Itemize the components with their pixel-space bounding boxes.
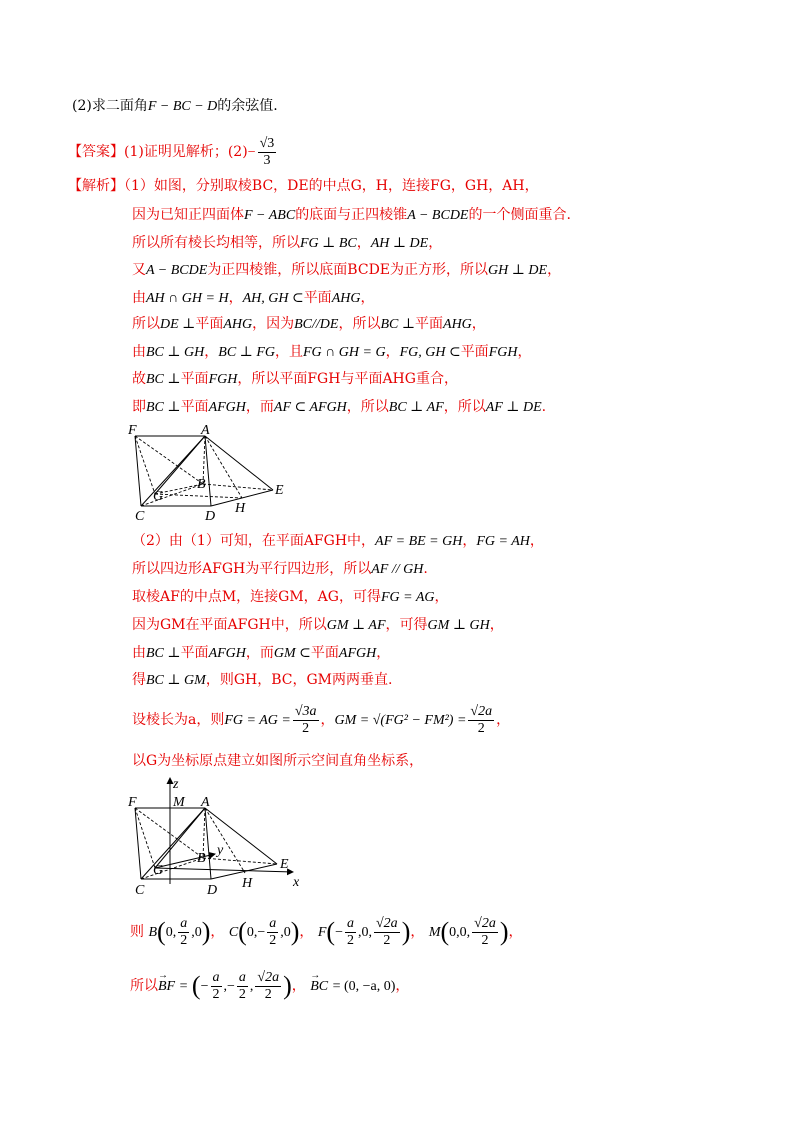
edge-AD bbox=[205, 436, 211, 506]
answer-fraction: $\frac{√3}{3}$ bbox=[259, 135, 275, 168]
analysis-line-8: 故BC ⊥平面FGH，所以平面FGH与平面AHG重合， bbox=[132, 371, 458, 387]
analysis-p2-line-1: （2）由（1）可知，在平面AFGH中，AF = BE = GH，FG = AH， bbox=[132, 533, 544, 549]
analysis-p2-line-6: 得BC ⊥ GM，则GH，BC，GM两两垂直. bbox=[132, 672, 393, 688]
answer-line bbox=[68, 134, 278, 171]
fig2-label-H: H bbox=[242, 876, 253, 891]
fig2-label-B: B bbox=[197, 851, 206, 866]
question-label: (2)求二面角 bbox=[72, 98, 148, 114]
fig2-label-D: D bbox=[207, 883, 218, 898]
fig2-label-x: x bbox=[293, 875, 300, 890]
fig2-label-A: A bbox=[201, 795, 210, 810]
analysis-line-6: 所以DE ⊥平面AHG，因为BC//DE，所以BC ⊥平面AHG， bbox=[132, 316, 486, 332]
axis-x bbox=[155, 868, 293, 872]
fig1-label-G: G bbox=[153, 489, 164, 504]
analysis-line-4: 又A − BCDE为正四棱锥，所以底面BCDE为正方形，所以GH ⊥ DE， bbox=[132, 262, 562, 278]
fig2-label-F: F bbox=[128, 795, 137, 810]
vector-BF: → BF bbox=[158, 970, 176, 994]
figure-2 bbox=[125, 776, 315, 900]
fig2-label-G: G bbox=[153, 863, 164, 878]
question-expr: F − BC − D bbox=[147, 99, 218, 114]
fig2-label-z: z bbox=[173, 777, 179, 792]
fig2-label-E: E bbox=[280, 857, 289, 872]
fig2-label-C: C bbox=[135, 883, 145, 898]
fig2-label-y: y bbox=[217, 843, 224, 858]
answer-part2-label: (2) bbox=[227, 144, 248, 160]
fig1-label-C: C bbox=[135, 509, 145, 524]
edge-FC bbox=[135, 436, 141, 506]
fig2-label-M: M bbox=[173, 795, 185, 810]
answer-part1: (1)证明见解析； bbox=[124, 144, 228, 160]
analysis-line-5: 由AH ∩ GH = H，AH, GH ⊂平面AHG， bbox=[132, 290, 375, 306]
analysis-p2-line-4: 因为GM在平面AFGH中，所以GM ⊥ AF，可得GM ⊥ GH， bbox=[132, 617, 504, 633]
fig1-label-D: D bbox=[205, 509, 216, 524]
analysis-p2-line-2: 所以四边形AFGH为平行四边形，所以AF // GH. bbox=[132, 561, 428, 577]
analysis-line-1: 【解析】（1）如图，分别取棱BC，DE的中点G，H，连接FG，GH，AH， bbox=[68, 178, 539, 194]
analysis-line-7: 由BC ⊥ GH，BC ⊥ FG，且FG ∩ GH = G，FG, GH ⊂平面FGH， bbox=[132, 344, 532, 360]
axis-y bbox=[155, 854, 215, 868]
analysis-p2-line-3: 取棱AF的中点M，连接GM，AG，可得FG = AG， bbox=[132, 589, 449, 605]
fig1-label-A: A bbox=[201, 423, 210, 438]
analysis-tag: 【解析】 bbox=[68, 178, 124, 194]
analysis-line-9: 即BC ⊥平面AFGH，而AF ⊂ AFGH，所以BC ⊥ AF，所以AF ⊥ DE. bbox=[132, 399, 547, 415]
analysis-line-2: 因为已知正四面体F − ABC的底面与正四棱锥A − BCDE的一个侧面重合. bbox=[132, 207, 571, 223]
vector-BC: → BC bbox=[310, 970, 329, 994]
question-suffix: 的余弦值. bbox=[217, 98, 278, 114]
answer-sign: − bbox=[247, 145, 256, 160]
fig1-label-E: E bbox=[275, 483, 284, 498]
analysis-p2-line-8: 以G为坐标原点建立如图所示空间直角坐标系， bbox=[132, 753, 424, 769]
fig1-label-H: H bbox=[235, 501, 246, 516]
answer-tag: 【答案】 bbox=[68, 144, 124, 160]
analysis-line-3: 所以所有棱长均相等，所以FG ⊥ BC，AH ⊥ DE， bbox=[132, 235, 443, 251]
fig1-label-F: F bbox=[128, 423, 137, 438]
analysis-p2-line-5: 由BC ⊥平面AFGH，而GM ⊂平面AFGH， bbox=[132, 645, 391, 661]
edge-AE bbox=[205, 436, 273, 490]
vectors-line: 所以 → BF = (− $\frac{a}{2}$ ,− $\frac{a}{2}$ , $\frac{√2a}{2}$ )， → BC = (0, −a, 0)， bbox=[130, 964, 409, 1009]
analysis-p2-line-7: 设棱长为a，则FG = AG = $\frac{√3a}{2}$ ，GM = √(FG² − FM²) = $\frac{√2a}{2}$ ， bbox=[132, 703, 511, 736]
figure-1 bbox=[125, 420, 295, 525]
fig1-label-B: B bbox=[197, 477, 206, 492]
question-line bbox=[72, 96, 278, 117]
coords-line: 则 B(0, $\frac{a}{2}$ ,0)， C(0,− $\frac{a}{2}$ ,0)， F(− $\frac{a}{2}$ ,0, $\frac{√2a}{2}$ )， M(0,0, $\frac{√2a}{2}$ )， bbox=[130, 915, 523, 948]
